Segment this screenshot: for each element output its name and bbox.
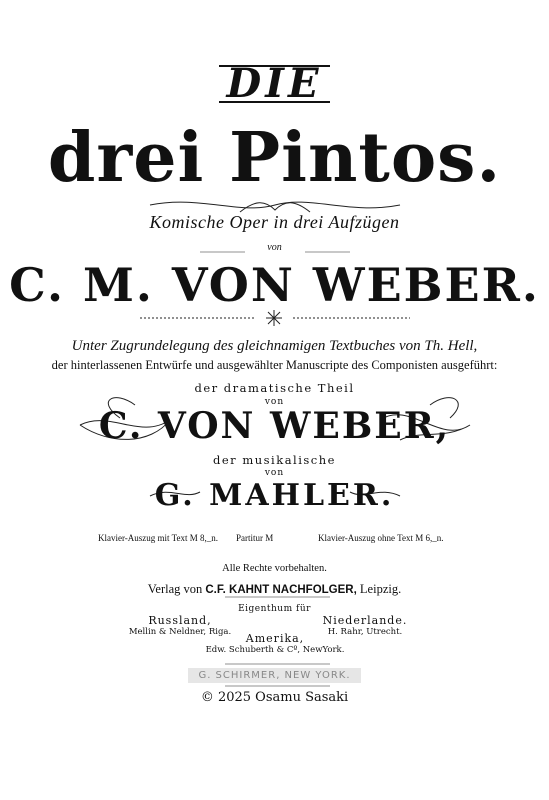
publisher-city: Leipzig. [359,582,402,596]
property-label: Eigenthum für [238,604,311,614]
price-vocal-score-no-text: Klavier-Auszug ohne Text M 6,_n. [318,533,444,543]
von-small-1: von [264,397,285,407]
title-article: DIE [0,60,549,107]
basis-line-1: Unter Zugrundelegung des gleichnamigen Textbuches von Th. Hell, [71,338,478,354]
composer-musical: G. MAHLER. [154,478,395,513]
schirmer-stamp-text: G. SCHIRMER, NEW YORK. [188,668,360,683]
schirmer-stamp [0,668,549,683]
price-full-score: Partitur M [236,533,274,543]
opera-subtitle: Komische Oper in drei Aufzügen [149,212,400,232]
dramatic-part-label: der dramatische Theil [194,381,355,395]
agent-netherlands-address: H. Rahr, Utrecht. [327,627,403,637]
rights-notice: Alle Rechte vorbehalten. [222,563,327,574]
von-label: von [267,242,282,253]
agent-america-name: Amerika, [245,632,305,645]
agent-russia-name: Russland, [148,614,212,627]
musical-part-label: der musikalische [213,453,336,467]
opera-title: drei Pintos. [47,118,502,198]
publisher-line [0,582,549,597]
agent-america-address: Edw. Schuberth & Cº, NewYork. [205,645,345,655]
agent-russia-address: Mellin & Neldner, Riga. [128,627,232,637]
agent-america [195,632,355,655]
von-small-2: von [264,468,285,478]
composer-original: C. M. VON WEBER. [9,258,540,312]
publisher-prefix: Verlag von [147,582,203,596]
price-vocal-score-text: Klavier-Auszug mit Text M 8,_n. [98,533,219,543]
copyright-notice: © 2025 Osamu Sasaki [200,690,349,705]
composer-dramatic: C. VON WEBER, [98,405,451,447]
publisher-name: C.F. KAHNT NACHFOLGER, [205,584,357,596]
basis-line-2: der hinterlassenen Entwürfe und ausgewählter Manuscripte des Componisten ausgeführt: [51,358,498,372]
agent-netherlands-name: Niederlande. [322,614,408,627]
